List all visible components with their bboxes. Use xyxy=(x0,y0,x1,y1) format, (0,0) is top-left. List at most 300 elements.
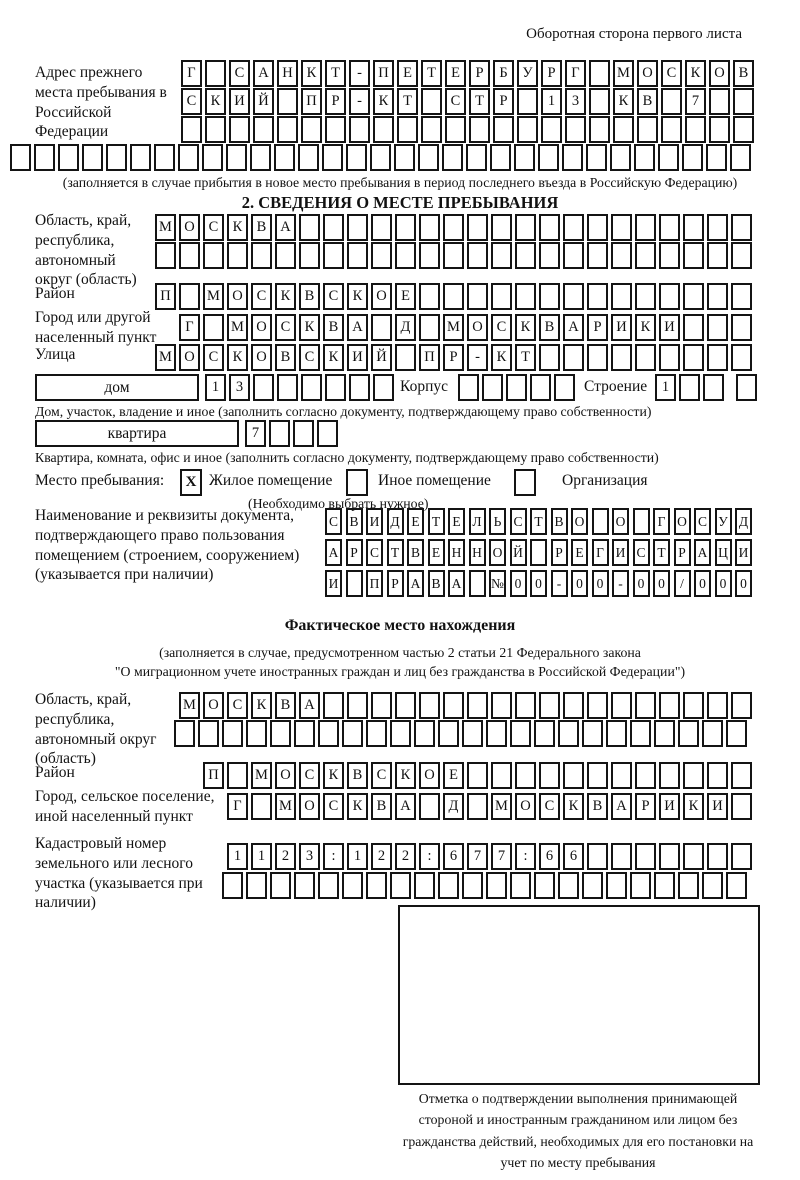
char-cell[interactable]: А xyxy=(395,793,416,820)
char-cell[interactable]: О xyxy=(227,283,248,310)
char-cell[interactable]: В xyxy=(347,762,368,789)
char-cell[interactable]: К xyxy=(251,692,272,719)
char-cell[interactable] xyxy=(515,242,536,269)
char-cell[interactable] xyxy=(589,60,610,87)
char-cell[interactable] xyxy=(395,214,416,241)
char-cell[interactable]: П xyxy=(366,570,383,597)
char-cell[interactable] xyxy=(467,214,488,241)
char-cell[interactable] xyxy=(635,214,656,241)
char-cell[interactable]: - xyxy=(467,344,488,371)
char-cell[interactable] xyxy=(491,242,512,269)
char-cell[interactable] xyxy=(611,283,632,310)
char-cell[interactable] xyxy=(205,116,226,143)
char-cell[interactable]: 0 xyxy=(530,570,547,597)
char-cell[interactable]: М xyxy=(227,314,248,341)
char-cell[interactable] xyxy=(490,144,511,171)
char-cell[interactable]: К xyxy=(613,88,634,115)
checkbox-organizaciya[interactable] xyxy=(514,469,536,496)
char-cell[interactable]: И xyxy=(229,88,250,115)
char-cell[interactable]: 7 xyxy=(467,843,488,870)
char-cell[interactable] xyxy=(395,242,416,269)
char-cell[interactable]: Т xyxy=(397,88,418,115)
char-cell[interactable]: О xyxy=(371,283,392,310)
char-cell[interactable] xyxy=(709,88,730,115)
char-cell[interactable]: Р xyxy=(346,539,363,566)
char-cell[interactable]: / xyxy=(674,570,691,597)
char-cell[interactable] xyxy=(198,720,219,747)
char-cell[interactable]: К xyxy=(515,314,536,341)
char-cell[interactable] xyxy=(203,314,224,341)
char-cell[interactable]: О xyxy=(489,539,506,566)
char-cell[interactable] xyxy=(346,144,367,171)
char-cell[interactable]: С xyxy=(633,539,650,566)
char-cell[interactable]: Р xyxy=(493,88,514,115)
char-cell[interactable] xyxy=(275,242,296,269)
char-cell[interactable]: Й xyxy=(253,88,274,115)
char-cell[interactable] xyxy=(730,144,751,171)
char-cell[interactable]: С xyxy=(299,344,320,371)
char-cell[interactable]: П xyxy=(301,88,322,115)
char-cell[interactable]: О xyxy=(637,60,658,87)
char-cell[interactable] xyxy=(606,872,627,899)
char-cell[interactable] xyxy=(563,214,584,241)
char-cell[interactable] xyxy=(414,720,435,747)
char-cell[interactable] xyxy=(467,793,488,820)
char-cell[interactable] xyxy=(635,762,656,789)
char-cell[interactable]: С xyxy=(251,283,272,310)
char-cell[interactable]: К xyxy=(347,283,368,310)
char-cell[interactable]: С xyxy=(694,508,711,535)
char-cell[interactable]: А xyxy=(611,793,632,820)
char-cell[interactable]: К xyxy=(323,762,344,789)
char-cell[interactable] xyxy=(421,116,442,143)
char-cell[interactable]: Г xyxy=(565,60,586,87)
char-cell[interactable] xyxy=(633,508,650,535)
char-cell[interactable]: К xyxy=(299,314,320,341)
char-cell[interactable] xyxy=(253,374,274,401)
char-cell[interactable]: С xyxy=(229,60,250,87)
char-cell[interactable] xyxy=(635,692,656,719)
char-cell[interactable]: Н xyxy=(277,60,298,87)
char-cell[interactable] xyxy=(469,116,490,143)
char-cell[interactable]: Р xyxy=(551,539,568,566)
char-cell[interactable] xyxy=(683,843,704,870)
char-cell[interactable]: С xyxy=(366,539,383,566)
char-cell[interactable] xyxy=(582,872,603,899)
char-cell[interactable] xyxy=(317,420,338,447)
char-cell[interactable]: В xyxy=(551,508,568,535)
char-cell[interactable]: П xyxy=(373,60,394,87)
char-cell[interactable]: С xyxy=(181,88,202,115)
char-cell[interactable] xyxy=(683,214,704,241)
char-cell[interactable] xyxy=(349,116,370,143)
char-cell[interactable]: 6 xyxy=(539,843,560,870)
char-cell[interactable] xyxy=(683,242,704,269)
char-cell[interactable] xyxy=(539,344,560,371)
char-cell[interactable]: Е xyxy=(428,539,445,566)
char-cell[interactable]: У xyxy=(517,60,538,87)
char-cell[interactable] xyxy=(517,116,538,143)
char-cell[interactable]: Е xyxy=(445,60,466,87)
char-cell[interactable] xyxy=(491,283,512,310)
char-cell[interactable] xyxy=(683,314,704,341)
char-cell[interactable]: И xyxy=(735,539,752,566)
char-cell[interactable] xyxy=(654,872,675,899)
char-cell[interactable]: 1 xyxy=(347,843,368,870)
char-cell[interactable]: А xyxy=(694,539,711,566)
char-cell[interactable] xyxy=(678,720,699,747)
char-cell[interactable] xyxy=(390,720,411,747)
char-cell[interactable] xyxy=(486,872,507,899)
char-cell[interactable] xyxy=(443,283,464,310)
char-cell[interactable] xyxy=(443,214,464,241)
char-cell[interactable]: 0 xyxy=(571,570,588,597)
char-cell[interactable] xyxy=(554,374,575,401)
char-cell[interactable] xyxy=(371,692,392,719)
char-cell[interactable] xyxy=(733,88,754,115)
char-cell[interactable] xyxy=(707,762,728,789)
char-cell[interactable]: И xyxy=(366,508,383,535)
char-cell[interactable]: П xyxy=(203,762,224,789)
char-cell[interactable]: В xyxy=(251,214,272,241)
char-cell[interactable] xyxy=(154,144,175,171)
char-cell[interactable]: Д xyxy=(735,508,752,535)
char-cell[interactable]: В xyxy=(371,793,392,820)
char-cell[interactable] xyxy=(269,420,290,447)
char-cell[interactable]: М xyxy=(613,60,634,87)
char-cell[interactable]: Ц xyxy=(715,539,732,566)
char-cell[interactable] xyxy=(515,214,536,241)
char-cell[interactable]: Е xyxy=(407,508,424,535)
char-cell[interactable]: И xyxy=(325,570,342,597)
char-cell[interactable]: С xyxy=(203,344,224,371)
char-cell[interactable]: С xyxy=(323,283,344,310)
char-cell[interactable] xyxy=(587,344,608,371)
char-cell[interactable] xyxy=(419,793,440,820)
char-cell[interactable] xyxy=(482,374,503,401)
char-cell[interactable]: О xyxy=(299,793,320,820)
char-cell[interactable]: С xyxy=(510,508,527,535)
char-cell[interactable] xyxy=(442,144,463,171)
char-cell[interactable] xyxy=(294,872,315,899)
char-cell[interactable]: Т xyxy=(325,60,346,87)
char-cell[interactable]: М xyxy=(251,762,272,789)
char-cell[interactable]: М xyxy=(179,692,200,719)
char-cell[interactable]: П xyxy=(419,344,440,371)
char-cell[interactable] xyxy=(370,144,391,171)
char-cell[interactable]: В xyxy=(323,314,344,341)
char-cell[interactable]: С xyxy=(539,793,560,820)
char-cell[interactable] xyxy=(222,872,243,899)
char-cell[interactable]: Р xyxy=(635,793,656,820)
char-cell[interactable] xyxy=(613,116,634,143)
char-cell[interactable]: И xyxy=(659,793,680,820)
char-cell[interactable]: Е xyxy=(448,508,465,535)
char-cell[interactable] xyxy=(323,214,344,241)
char-cell[interactable]: Р xyxy=(443,344,464,371)
char-cell[interactable] xyxy=(659,692,680,719)
char-cell[interactable] xyxy=(293,420,314,447)
char-cell[interactable]: 7 xyxy=(245,420,266,447)
char-cell[interactable] xyxy=(611,214,632,241)
char-cell[interactable]: О xyxy=(467,314,488,341)
char-cell[interactable] xyxy=(491,762,512,789)
char-cell[interactable] xyxy=(419,214,440,241)
char-cell[interactable]: К xyxy=(563,793,584,820)
char-cell[interactable]: А xyxy=(563,314,584,341)
char-cell[interactable] xyxy=(654,720,675,747)
char-cell[interactable] xyxy=(342,720,363,747)
char-cell[interactable]: В xyxy=(587,793,608,820)
char-cell[interactable]: С xyxy=(445,88,466,115)
char-cell[interactable] xyxy=(683,762,704,789)
char-cell[interactable] xyxy=(181,116,202,143)
char-cell[interactable] xyxy=(371,242,392,269)
char-cell[interactable]: К xyxy=(227,214,248,241)
char-cell[interactable] xyxy=(678,872,699,899)
char-cell[interactable] xyxy=(726,872,747,899)
char-cell[interactable]: И xyxy=(347,344,368,371)
char-cell[interactable] xyxy=(731,692,752,719)
char-cell[interactable]: 0 xyxy=(694,570,711,597)
char-cell[interactable] xyxy=(246,872,267,899)
char-cell[interactable] xyxy=(10,144,31,171)
char-cell[interactable]: О xyxy=(612,508,629,535)
char-cell[interactable]: 0 xyxy=(653,570,670,597)
char-cell[interactable] xyxy=(563,762,584,789)
char-cell[interactable] xyxy=(731,242,752,269)
char-cell[interactable] xyxy=(702,720,723,747)
char-cell[interactable]: К xyxy=(275,283,296,310)
char-cell[interactable]: Й xyxy=(371,344,392,371)
char-cell[interactable] xyxy=(534,720,555,747)
char-cell[interactable] xyxy=(250,144,271,171)
char-cell[interactable] xyxy=(587,692,608,719)
char-cell[interactable] xyxy=(438,872,459,899)
char-cell[interactable]: К xyxy=(373,88,394,115)
char-cell[interactable] xyxy=(659,283,680,310)
char-cell[interactable] xyxy=(707,843,728,870)
char-cell[interactable] xyxy=(253,116,274,143)
char-cell[interactable] xyxy=(611,692,632,719)
char-cell[interactable]: К xyxy=(683,793,704,820)
char-cell[interactable] xyxy=(538,144,559,171)
char-cell[interactable] xyxy=(347,242,368,269)
char-cell[interactable]: И xyxy=(611,314,632,341)
char-cell[interactable] xyxy=(659,214,680,241)
char-cell[interactable] xyxy=(635,283,656,310)
char-cell[interactable] xyxy=(539,242,560,269)
char-cell[interactable] xyxy=(491,214,512,241)
char-cell[interactable] xyxy=(736,374,757,401)
char-cell[interactable]: Г xyxy=(592,539,609,566)
char-cell[interactable] xyxy=(707,214,728,241)
char-cell[interactable]: К xyxy=(491,344,512,371)
char-cell[interactable]: - xyxy=(551,570,568,597)
char-cell[interactable] xyxy=(661,88,682,115)
char-cell[interactable]: К xyxy=(205,88,226,115)
char-cell[interactable] xyxy=(227,762,248,789)
char-cell[interactable] xyxy=(277,374,298,401)
char-cell[interactable]: 0 xyxy=(592,570,609,597)
char-cell[interactable] xyxy=(510,720,531,747)
char-cell[interactable]: К xyxy=(227,344,248,371)
char-cell[interactable] xyxy=(703,374,724,401)
char-cell[interactable] xyxy=(589,88,610,115)
char-cell[interactable]: Г xyxy=(227,793,248,820)
char-cell[interactable]: Е xyxy=(395,283,416,310)
char-cell[interactable] xyxy=(466,144,487,171)
char-cell[interactable] xyxy=(270,872,291,899)
char-cell[interactable] xyxy=(562,144,583,171)
char-cell[interactable] xyxy=(563,242,584,269)
char-cell[interactable]: О xyxy=(179,344,200,371)
char-cell[interactable] xyxy=(371,214,392,241)
char-cell[interactable] xyxy=(514,144,535,171)
char-cell[interactable] xyxy=(558,872,579,899)
char-cell[interactable]: 1 xyxy=(227,843,248,870)
char-cell[interactable] xyxy=(731,793,752,820)
char-cell[interactable] xyxy=(731,314,752,341)
char-cell[interactable]: О xyxy=(251,314,272,341)
char-cell[interactable] xyxy=(277,88,298,115)
char-cell[interactable] xyxy=(635,344,656,371)
char-cell[interactable]: Р xyxy=(469,60,490,87)
char-cell[interactable]: 2 xyxy=(395,843,416,870)
char-cell[interactable] xyxy=(270,720,291,747)
char-cell[interactable] xyxy=(301,374,322,401)
char-cell[interactable]: С xyxy=(299,762,320,789)
char-cell[interactable] xyxy=(587,283,608,310)
char-cell[interactable] xyxy=(563,692,584,719)
char-cell[interactable]: № xyxy=(489,570,506,597)
char-cell[interactable] xyxy=(515,692,536,719)
char-cell[interactable]: К xyxy=(395,762,416,789)
char-cell[interactable] xyxy=(373,116,394,143)
char-cell[interactable]: Н xyxy=(469,539,486,566)
char-cell[interactable]: - xyxy=(349,60,370,87)
char-cell[interactable] xyxy=(390,872,411,899)
char-cell[interactable]: 3 xyxy=(229,374,250,401)
char-cell[interactable] xyxy=(178,144,199,171)
char-cell[interactable]: 1 xyxy=(541,88,562,115)
char-cell[interactable]: О xyxy=(515,793,536,820)
char-cell[interactable]: 7 xyxy=(491,843,512,870)
char-cell[interactable] xyxy=(467,283,488,310)
char-cell[interactable]: Й xyxy=(510,539,527,566)
char-cell[interactable] xyxy=(414,872,435,899)
char-cell[interactable]: К xyxy=(301,60,322,87)
char-cell[interactable]: А xyxy=(325,539,342,566)
char-cell[interactable] xyxy=(563,283,584,310)
char-cell[interactable]: Д xyxy=(387,508,404,535)
char-cell[interactable] xyxy=(707,283,728,310)
char-cell[interactable]: - xyxy=(349,88,370,115)
char-cell[interactable]: К xyxy=(635,314,656,341)
char-cell[interactable] xyxy=(419,242,440,269)
char-cell[interactable] xyxy=(661,116,682,143)
char-cell[interactable]: 2 xyxy=(371,843,392,870)
char-cell[interactable] xyxy=(517,88,538,115)
char-cell[interactable] xyxy=(445,116,466,143)
char-cell[interactable]: У xyxy=(715,508,732,535)
char-cell[interactable] xyxy=(707,344,728,371)
char-cell[interactable] xyxy=(373,374,394,401)
char-cell[interactable] xyxy=(683,692,704,719)
char-cell[interactable]: М xyxy=(443,314,464,341)
char-cell[interactable] xyxy=(395,692,416,719)
char-cell[interactable] xyxy=(419,314,440,341)
char-cell[interactable] xyxy=(587,242,608,269)
char-cell[interactable] xyxy=(318,872,339,899)
char-cell[interactable] xyxy=(458,374,479,401)
char-cell[interactable]: Е xyxy=(443,762,464,789)
checkbox-inoe[interactable] xyxy=(346,469,368,496)
char-cell[interactable]: Р xyxy=(325,88,346,115)
char-cell[interactable]: Е xyxy=(571,539,588,566)
char-cell[interactable] xyxy=(515,762,536,789)
char-cell[interactable] xyxy=(371,314,392,341)
char-cell[interactable]: К xyxy=(347,793,368,820)
char-cell[interactable] xyxy=(491,692,512,719)
char-cell[interactable]: Р xyxy=(674,539,691,566)
char-cell[interactable]: А xyxy=(448,570,465,597)
char-cell[interactable]: 6 xyxy=(443,843,464,870)
char-cell[interactable] xyxy=(683,283,704,310)
char-cell[interactable]: Л xyxy=(469,508,486,535)
char-cell[interactable] xyxy=(438,720,459,747)
char-cell[interactable]: Е xyxy=(397,60,418,87)
char-cell[interactable]: : xyxy=(515,843,536,870)
char-cell[interactable] xyxy=(419,283,440,310)
char-cell[interactable] xyxy=(635,242,656,269)
char-cell[interactable]: Т xyxy=(469,88,490,115)
char-cell[interactable] xyxy=(419,692,440,719)
char-cell[interactable]: А xyxy=(407,570,424,597)
char-cell[interactable] xyxy=(322,144,343,171)
char-cell[interactable]: В xyxy=(539,314,560,341)
char-cell[interactable] xyxy=(587,214,608,241)
char-cell[interactable] xyxy=(421,88,442,115)
char-cell[interactable] xyxy=(366,720,387,747)
char-cell[interactable] xyxy=(530,374,551,401)
char-cell[interactable] xyxy=(731,214,752,241)
char-cell[interactable] xyxy=(726,720,747,747)
char-cell[interactable]: М xyxy=(491,793,512,820)
char-cell[interactable]: С xyxy=(371,762,392,789)
char-cell[interactable] xyxy=(731,762,752,789)
char-cell[interactable]: М xyxy=(155,214,176,241)
char-cell[interactable] xyxy=(82,144,103,171)
char-cell[interactable]: С xyxy=(661,60,682,87)
char-cell[interactable] xyxy=(325,116,346,143)
char-cell[interactable] xyxy=(277,116,298,143)
char-cell[interactable] xyxy=(342,872,363,899)
char-cell[interactable] xyxy=(635,843,656,870)
char-cell[interactable] xyxy=(347,214,368,241)
char-cell[interactable]: - xyxy=(612,570,629,597)
char-cell[interactable] xyxy=(294,720,315,747)
char-cell[interactable] xyxy=(246,720,267,747)
char-cell[interactable] xyxy=(418,144,439,171)
char-cell[interactable] xyxy=(606,720,627,747)
char-cell[interactable]: С xyxy=(323,793,344,820)
char-cell[interactable]: О xyxy=(251,344,272,371)
char-cell[interactable] xyxy=(659,843,680,870)
char-cell[interactable]: Т xyxy=(421,60,442,87)
char-cell[interactable] xyxy=(323,242,344,269)
char-cell[interactable] xyxy=(443,692,464,719)
